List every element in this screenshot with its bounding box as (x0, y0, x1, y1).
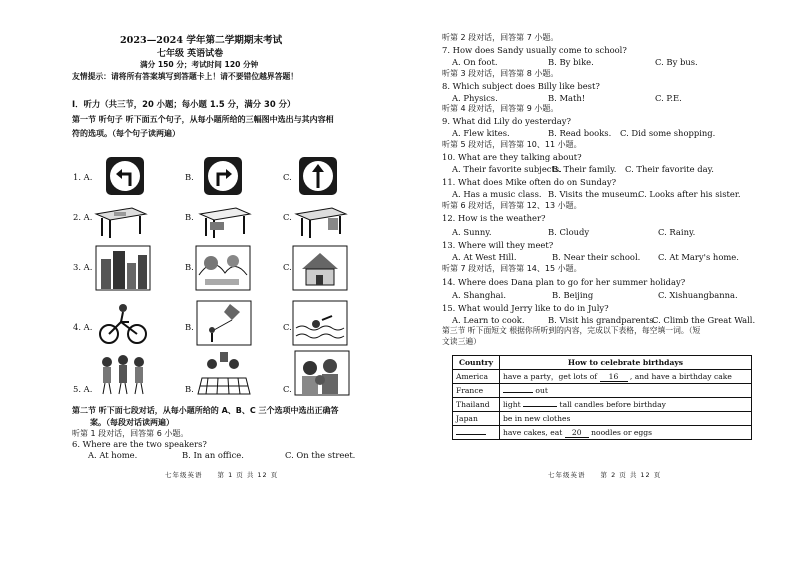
q9-option-c: C. Did some shopping. (620, 128, 716, 138)
score-line: 满分 150 分；考试时间 120 分钟 (140, 60, 259, 69)
turn-right-sign-image (198, 156, 250, 196)
dialog7-instruction: 听第 7 段对话，回答第 14、15 小题。 (442, 264, 582, 273)
table-row (453, 398, 752, 412)
q2-c-label: C. (283, 212, 292, 222)
dialog6-instruction: 听第 6 段对话，回答第 12、13 小题。 (442, 201, 582, 210)
table-cell-country: Thailand (453, 398, 500, 412)
q10-option-a: A. Their favorite subjects. (452, 164, 562, 174)
riding-bike-image (95, 300, 151, 346)
q7-text: 7. How does Sandy usually come to school? (442, 45, 627, 55)
city-buildings-image (95, 245, 151, 291)
dialog3-instruction: 听第 3 段对话，回答第 8 小题。 (442, 69, 559, 78)
q12-text: 12. How is the weather? (442, 213, 546, 223)
q13-text: 13. Where will they meet? (442, 240, 554, 250)
q10-option-b: B. Their family. (552, 164, 617, 174)
q13-option-c: C. At Mary's home. (658, 252, 739, 262)
q7-option-c: C. By bus. (655, 57, 698, 67)
q3-b-label: B. (185, 262, 194, 272)
q11-option-a: A. Has a music class. (452, 189, 542, 199)
birthday-table (452, 355, 752, 440)
cell-text-pre: have a party，get lots of (503, 372, 598, 381)
q9-option-a: A. Flew kites. (452, 128, 510, 138)
exam-title: 2023—2024 学年第二学期期末考试 (120, 35, 283, 46)
q4-b-label: B. (185, 322, 194, 332)
cell-text-post: out (535, 386, 548, 395)
exam-subtitle: 七年级 英语试卷 (157, 49, 224, 59)
table-cell-how (500, 370, 752, 384)
q10-text: 10. What are they talking about? (442, 152, 582, 162)
q1-c-label: C. (283, 172, 292, 182)
turn-left-sign-image (98, 156, 150, 196)
q15-option-b: B. Visit his grandparents. (548, 315, 657, 325)
q11-option-b: B. Visits the museum. (548, 189, 641, 199)
table-cell-how (500, 426, 752, 440)
q5-label: 5. A. (73, 384, 93, 394)
table-row (453, 412, 752, 426)
q12-option-c: C. Rainy. (658, 227, 696, 237)
part3-line1: 第三节 听下面短文 根据你所听到的内容，完成以下表格，每空填一词。（短 (442, 326, 701, 335)
go-straight-sign-image (292, 156, 344, 196)
q9-option-b: B. Read books. (548, 128, 612, 138)
q14-option-c: C. Xishuangbanna. (658, 290, 738, 300)
family-portrait-image (294, 350, 350, 396)
farmhouse-image (292, 245, 348, 291)
q2-label: 2. A. (73, 212, 93, 222)
q13-option-a: A. At West Hill. (452, 252, 517, 262)
swimming-image (292, 300, 348, 346)
blank-16: 16 (600, 372, 628, 382)
part2-line1: 第二节 听下面七段对话，从每小题所给的 A、B、C 三个选项中选出正确答 (72, 406, 339, 415)
q15-text: 15. What would Jerry like to do in July? (442, 303, 609, 313)
desk-image-c (292, 200, 350, 240)
q8-option-b: B. Math! (548, 93, 586, 103)
q4-c-label: C. (283, 322, 292, 332)
q14-text: 14. Where does Dana plan to go for her summer holiday? (442, 277, 686, 287)
q13-option-b: B. Near their school. (552, 252, 641, 262)
q14-option-b: B. Beijing (552, 290, 594, 300)
q12-option-b: B. Cloudy (548, 227, 590, 237)
dialog4-instruction: 听第 4 段对话，回答第 9 小题。 (442, 104, 559, 113)
table-cell-country: America (453, 370, 500, 384)
q11-option-c: C. Looks after his sister. (638, 189, 741, 199)
cell-text-post: , and have a birthday cake (629, 372, 732, 381)
part3-line2: 文读三遍） (442, 337, 481, 346)
dialog5-instruction: 听第 5 段对话，回答第 10、11 小题。 (442, 140, 582, 149)
q8-text: 8. Which subject does Billy like best? (442, 81, 600, 91)
cell-text-pre: have cakes, eat (503, 427, 563, 437)
q8-option-c: C. P.E. (655, 93, 682, 103)
q6-option-c: C. On the street. (285, 450, 356, 460)
q3-c-label: C. (283, 262, 292, 272)
q2-b-label: B. (185, 212, 194, 222)
q8-option-a: A. Physics. (452, 93, 498, 103)
part2-line2: 案。（每段对话读两遍） (90, 418, 174, 427)
blank-17 (503, 392, 533, 393)
q5-c-label: C. (283, 384, 292, 394)
desk-image-a (92, 200, 150, 240)
dialog1-instruction: 听第 1 段对话，回答第 6 小题。 (72, 429, 189, 438)
table-row (453, 426, 752, 440)
q15-option-a: A. Learn to cook. (452, 315, 525, 325)
table-row (453, 370, 752, 384)
table-cell-how (500, 398, 752, 412)
table-cell-country: France (453, 384, 500, 398)
part1-line1: 第一节 听句子 听下面五个句子，从每小题所给的三幅图中选出与其内容相 (72, 115, 334, 124)
left-footer: 七年级英语 第 1 页 共 12 页 (165, 471, 279, 479)
cell-text-post: noodles or eggs (591, 427, 652, 437)
q3-label: 3. A. (73, 262, 93, 272)
table-row (453, 384, 752, 398)
blank-19 (456, 434, 486, 435)
table-header-how: How to celebrate birthdays (500, 356, 752, 370)
q10-option-c: C. Their favorite day. (625, 164, 714, 174)
q15-option-c: C. Climb the Great Wall. (652, 315, 756, 325)
q9-text: 9. What did Lily do yesterday? (442, 116, 572, 126)
cell-text-pre: light (503, 400, 521, 409)
right-footer: 七年级英语 第 2 页 共 12 页 (548, 471, 662, 479)
table-cell-how (500, 384, 752, 398)
part1-line2: 符的选项。（每个句子读两遍） (72, 129, 180, 138)
dialog2-instruction: 听第 2 段对话，回答第 7 小题。 (442, 33, 559, 42)
q6-text: 6. Where are the two speakers? (72, 439, 207, 449)
table-header-country: Country (453, 356, 500, 370)
q1-label: 1. A. (73, 172, 93, 182)
table-header-row (453, 356, 752, 370)
q12-option-a: A. Sunny. (452, 227, 492, 237)
q6-option-a: A. At home. (88, 450, 138, 460)
section1-heading: I．听力（共三节，20 小题；每小题 1.5 分，满分 30 分） (72, 99, 296, 109)
q1-b-label: B. (185, 172, 194, 182)
table-cell-country: Japan (453, 412, 500, 426)
right-page (420, 0, 794, 561)
picnic-image (196, 350, 252, 396)
q6-option-b: B. In an office. (182, 450, 244, 460)
q7-option-a: A. On foot. (452, 57, 498, 67)
cell-text-pre: be in new clothes (503, 414, 571, 423)
table-cell-how (500, 412, 752, 426)
blank-18 (523, 406, 557, 407)
q7-option-b: B. By bike. (548, 57, 594, 67)
blank-20: 20 (565, 428, 589, 438)
q4-label: 4. A. (73, 322, 93, 332)
cell-text-post: tall candles before birthday (559, 400, 666, 409)
flying-kite-image (196, 300, 252, 346)
q14-option-a: A. Shanghai. (452, 290, 506, 300)
reminder: 友情提示：请将所有答案填写到答题卡上！请不要错位越界答题！ (72, 72, 299, 81)
children-group-image (95, 350, 151, 396)
q11-text: 11. What does Mike often do on Sunday? (442, 177, 617, 187)
desk-image-b (196, 200, 254, 240)
q5-b-label: B. (185, 384, 194, 394)
park-scene-image (195, 245, 251, 291)
table-cell-country (453, 426, 500, 440)
